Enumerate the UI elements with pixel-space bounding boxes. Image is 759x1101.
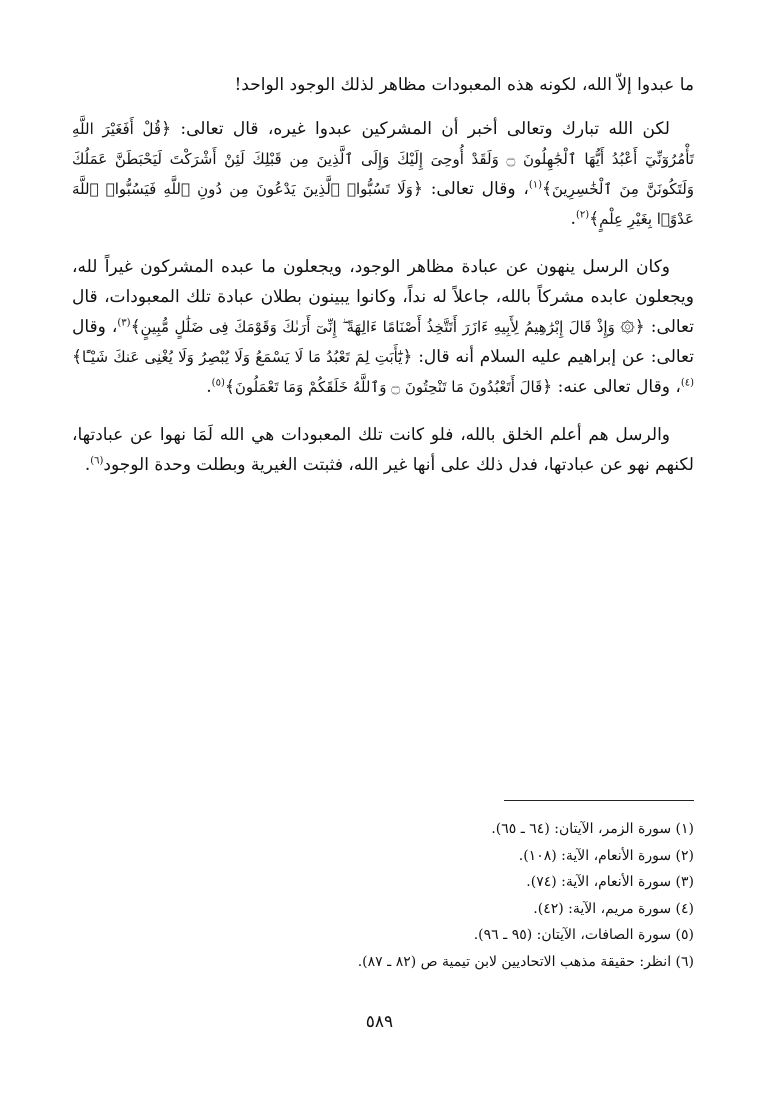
text-segment: ﴾ [542,179,552,199]
footnote-ref: (٢) [575,209,590,221]
footnote-ref: (٤) [680,377,694,389]
footnote-5: (٥) سورة الصافات، الآيتان: (٩٥ ـ ٩٦). [473,927,694,943]
footnotes [72,816,694,975]
quran-verse: قُلْ أَفَغَيْرَ اللَّهِ تَأْمُرُوٓنِّيٓ أَعْبُدُ أَيُّهَا ٱلْجَٰهِلُونَ ۝ وَلَقَدْ أُوحِىَ إِلَيْكَ وَإِلَى ٱلَّذِينَ مِن قَبْلِكَ لَئِنْ أَشْرَكْتَ لَيَحْبَطَنَّ عَمَلُكَ وَلَتَكُونَنَّ مِنَ ٱلْخَٰسِرِينَ [72,120,695,198]
footnote-1: (١) سورة الزمر، الآيتان: (٦٤ ـ ٦٥). [491,821,694,837]
page-number: ٥٨٩ [365,1012,394,1032]
footnote-ref: (٦) [90,455,104,467]
text-segment: ، وقال تعالى: عن إبراهيم عليه السلام أنه قال: ﴿ [72,317,694,367]
quran-verse: يَٰٓأَبَتِ لِمَ تَعْبُدُ مَا لَا يَسْمَعُ وَلَا يُبْصِرُ وَلَا يُغْنِى عَنكَ شَيْـًٔا [81,348,403,366]
page-body [72,70,694,498]
footnote-ref: (١) [528,179,543,191]
text-segment: ، وقال تعالى عنه: ﴿ [542,377,681,397]
footnote-3: (٣) سورة الأنعام، الآية: (٧٤). [526,874,694,890]
text-segment: . [570,209,576,229]
text-segment: ﴾ [589,209,600,229]
text-segment: ﴾ [224,377,235,397]
footnote-6: (٦) انظر: حقيقة مذهب الاتحاديين لابن تيمية ص (٨٢ ـ ٨٧). [357,953,694,970]
footnote-ref: (٣) [117,317,131,329]
text-segment: ﴾ [72,347,82,367]
paragraph-3 [72,252,694,402]
paragraph-4 [72,420,694,480]
footnote-4: (٤) سورة مريم، الآية: (٤٢). [533,900,694,917]
text-segment: ، وقال تعالى: ﴿ [412,179,529,199]
text-segment: . [84,455,91,475]
footnote-separator [504,800,694,801]
quran-verse: ۞ وَإِذْ قَالَ إِبْرَٰهِيمُ لِأَبِيهِ ءَازَرَ أَتَتَّخِذُ أَصْنَامًا ءَالِهَةً ۖ إِنِّىٓ أَرَىٰكَ وَقَوْمَكَ فِى ضَلَٰلٍ مُّبِينٍ [140,318,635,336]
text-segment: لكن الله تبارك وتعالى أخبر أن المشركين عبدوا غيره، قال تعالى: ﴿ [161,119,670,139]
quran-verse: قَالَ أَتَعْبُدُونَ مَا تَنْحِتُونَ ۝ وَٱللَّهُ خَلَقَكُمْ وَمَا تَعْمَلُونَ [234,378,543,396]
paragraph-2 [72,114,694,234]
text-segment: . [206,377,212,397]
text-segment: ﴾ [130,317,141,337]
text-segment: وكان الرسل ينهون عن عبادة مظاهر الوجود، ويجعلون ما عبده المشركون غيراً لله، ويجعلون عابده مشركاً بالله، جاعلاً له نداً، وكانوا يبينون بطلان عبادة تلك المعبودات، قال تعالى: ﴿ [72,257,694,337]
footnote-2: (٢) سورة الأنعام، الآية: (١٠٨). [518,847,694,864]
footnote-ref: (٥) [211,377,225,389]
quran-verse: وَلَا تَسُبُّوا۟ ٱلَّذِينَ يَدْعُونَ مِن دُونِ ٱللَّهِ فَيَسُبُّوا۟ ٱللَّهَ عَدْوًۢا بِغَيْرِ عِلْمٍ [72,180,694,228]
paragraph-1: ما عبدوا إلاّ الله، لكونه هذه المعبودات مظاهر لذلك الوجود الواحد! [234,75,694,95]
text-segment: والرسل هم أعلم الخلق بالله، فلو كانت تلك المعبودات هي الله لَمَا نهوا عن عبادتها، لكنهم نهو عن عبادتها، فدل ذلك على أنها غير الله، فثبتت الغيرية وبطلت وحدة الوجود [72,425,694,475]
